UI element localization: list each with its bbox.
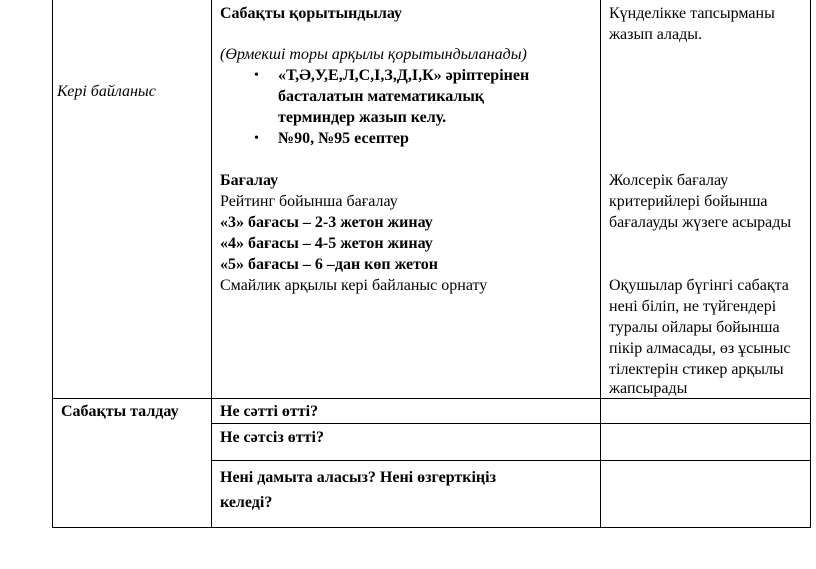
right-block3-line: тілектерін стикер арқылы (609, 361, 784, 378)
analysis-label: Сабақты талдау (61, 403, 179, 420)
right-block2-line: бағалауды жүзеге асырады (609, 214, 792, 231)
table-divider-col2 (600, 0, 601, 528)
summary-method: (Өрмекші торы арқылы қорытындыланады) (220, 46, 527, 63)
right-block3-line: нені біліп, не түйгендері (609, 298, 777, 315)
row-divider-analysis (52, 398, 811, 399)
bullet-marker: • (254, 131, 259, 146)
summary-heading: Сабақты қорытындылау (220, 5, 403, 22)
feedback-label: Кері байланыс (57, 83, 156, 100)
table-border-left (52, 0, 53, 528)
table-border-bottom (52, 527, 811, 528)
right-block2-line: Жолсерік бағалау (609, 172, 729, 189)
right-block3-line: жапсырады (609, 380, 688, 397)
table-divider-col1 (211, 0, 212, 528)
right-block1-line: жазып алады. (609, 26, 703, 43)
row-divider-q2 (211, 460, 811, 461)
bullet1-line1: «Т,Ә,У,Е,Л,С,І,З,Д,І,К» әріптерінен (278, 67, 530, 84)
bullet1-line2: басталатын математикалық (278, 88, 485, 105)
right-block1-line: Күнделікке тапсырманы (609, 5, 775, 22)
right-block3-line: туралы ойлары бойынша (609, 319, 780, 336)
right-block2-line: критерийлері бойынша (609, 193, 768, 210)
bullet2-text: №90, №95 есептер (278, 130, 409, 147)
grading-line: «5» бағасы – 6 –дан көп жетон (220, 256, 438, 273)
right-block3-line: пікір алмасады, өз ұсыныс (609, 340, 791, 357)
grading-line: Смайлик арқылы кері байланыс орнату (220, 277, 488, 294)
question-failure: Не сәтсіз өтті? (220, 429, 324, 446)
bullet1-line3: терминдер жазып келу. (278, 109, 447, 126)
grading-line: «3» бағасы – 2-3 жетон жинау (220, 214, 433, 231)
table-border-right (810, 0, 811, 528)
grading-line: «4» бағасы – 4-5 жетон жинау (220, 235, 433, 252)
question-success: Не сәтті өтті? (220, 403, 319, 420)
row-divider-q1 (211, 423, 811, 424)
question-develop-line2: келеді? (220, 494, 273, 511)
question-develop-line1: Нені дамыта аласыз? Нені өзгерткіңіз (220, 469, 496, 486)
right-block3-line: Оқушылар бүгінгі сабақта (609, 277, 789, 294)
grading-line: Рейтинг бойынша бағалау (220, 193, 398, 210)
bullet-marker: • (254, 68, 259, 83)
grading-heading: Бағалау (220, 172, 279, 189)
